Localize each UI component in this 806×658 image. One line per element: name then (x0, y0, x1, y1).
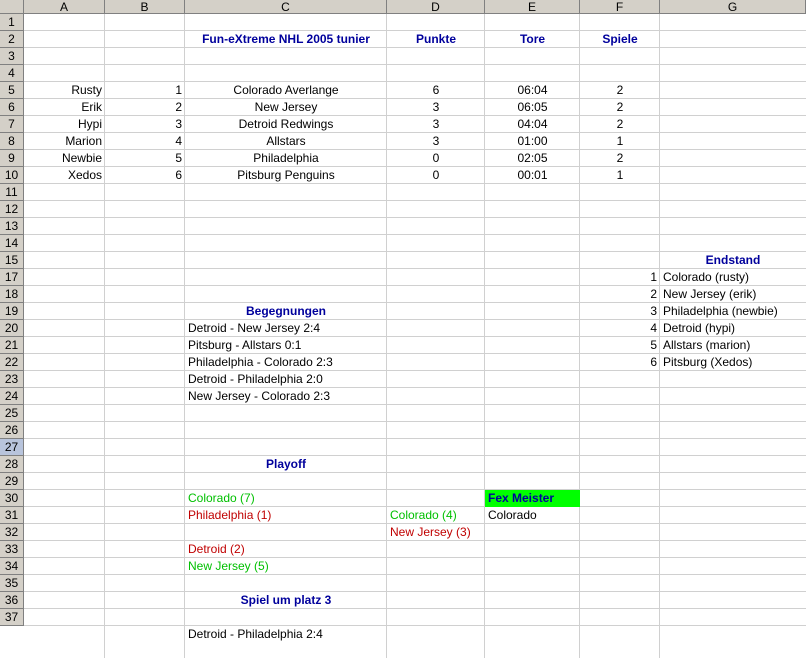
punkte-header: Punkte (415, 32, 456, 46)
row-header-3[interactable]: 3 (0, 48, 24, 65)
endstand-title: Endstand (705, 253, 761, 267)
row-header-33[interactable]: 33 (0, 541, 24, 558)
endstand-rank: 5 (650, 338, 657, 352)
column-header-b[interactable]: B (105, 0, 185, 14)
gridline-row (24, 574, 806, 575)
playoff-title: Playoff (265, 457, 306, 471)
row-header-31[interactable]: 31 (0, 507, 24, 524)
row-header-14[interactable]: 14 (0, 235, 24, 252)
column-header-e[interactable]: E (485, 0, 580, 14)
gridline-row (24, 217, 806, 218)
standing-spiele: 2 (616, 117, 624, 131)
standing-team: Colorado Averlange (233, 83, 339, 97)
standing-rank: 3 (175, 117, 182, 131)
gridline-row (24, 421, 806, 422)
standing-spiele: 2 (616, 83, 624, 97)
gridline-row (24, 387, 806, 388)
playoff-d30: Colorado (4) (390, 508, 457, 522)
gridline-row (24, 625, 806, 626)
row-header-12[interactable]: 12 (0, 201, 24, 218)
standing-spiele: 2 (616, 151, 624, 165)
endstand-team: Colorado (rusty) (663, 270, 750, 284)
standing-player: Marion (65, 134, 102, 148)
row-header-7[interactable]: 7 (0, 116, 24, 133)
gridline-row (24, 234, 806, 235)
gridline-row (24, 455, 806, 456)
standing-punkte: 3 (432, 100, 440, 114)
select-all-corner[interactable] (0, 0, 24, 14)
tournament-title: Fun-eXtreme NHL 2005 tunier (202, 32, 370, 46)
endstand-rank: 3 (650, 304, 657, 318)
standing-tore: 04:04 (517, 117, 548, 131)
column-header-f[interactable]: F (580, 0, 660, 14)
row-header-34[interactable]: 34 (0, 558, 24, 575)
standing-tore: 02:05 (517, 151, 548, 165)
standing-tore: 06:05 (517, 100, 548, 114)
row-header-10[interactable]: 10 (0, 167, 24, 184)
standing-player: Newbie (61, 151, 102, 165)
row-header-2[interactable]: 2 (0, 31, 24, 48)
standing-punkte: 6 (432, 83, 440, 97)
row-header-8[interactable]: 8 (0, 133, 24, 150)
standing-punkte: 3 (432, 117, 440, 131)
endstand-rank: 1 (650, 270, 657, 284)
tore-header: Tore (519, 32, 546, 46)
column-header-g[interactable]: G (660, 0, 806, 14)
gridline-row (24, 608, 806, 609)
row-header-9[interactable]: 9 (0, 150, 24, 167)
standing-team: Detroid Redwings (238, 117, 334, 131)
row-header-18[interactable]: 18 (0, 286, 24, 303)
row-header-35[interactable]: 35 (0, 575, 24, 592)
standing-punkte: 0 (432, 168, 440, 182)
standing-team: New Jersey (254, 100, 318, 114)
standing-tore: 06:04 (517, 83, 548, 97)
standing-rank: 1 (175, 83, 182, 97)
row-header-32[interactable]: 32 (0, 524, 24, 541)
row-header-29[interactable]: 29 (0, 473, 24, 490)
begegnung-item: Pitsburg - Allstars 0:1 (188, 338, 302, 352)
standing-player: Xedos (67, 168, 102, 182)
playoff-c29: Colorado (7) (188, 491, 255, 505)
row-header-21[interactable]: 21 (0, 337, 24, 354)
playoff-c30: Philadelphia (1) (188, 508, 272, 522)
standing-rank: 4 (175, 134, 182, 148)
row-header-5[interactable]: 5 (0, 82, 24, 99)
endstand-team: Allstars (marion) (663, 338, 751, 352)
row-header-37[interactable]: 37 (0, 609, 24, 626)
row-header-30[interactable]: 30 (0, 490, 24, 507)
standing-rank: 6 (175, 168, 182, 182)
row-header-36[interactable]: 36 (0, 592, 24, 609)
standing-player: Rusty (71, 83, 102, 97)
standing-rank: 5 (175, 151, 182, 165)
gridline-row (24, 591, 806, 592)
endstand-rank: 4 (650, 321, 657, 335)
endstand-team: Detroid (hypi) (663, 321, 736, 335)
row-header-23[interactable]: 23 (0, 371, 24, 388)
spiele-header: Spiele (602, 32, 638, 46)
standing-spiele: 2 (616, 100, 624, 114)
gridline-row (24, 472, 806, 473)
row-header-11[interactable]: 11 (0, 184, 24, 201)
gridline-row (24, 64, 806, 65)
standing-team: Allstars (266, 134, 306, 148)
gridline-row (24, 200, 806, 201)
standing-punkte: 0 (432, 151, 440, 165)
gridline-row (24, 438, 806, 439)
row-header-17[interactable]: 17 (0, 269, 24, 286)
playoff-d31: New Jersey (3) (390, 525, 471, 539)
endstand-rank: 2 (650, 287, 657, 301)
row-header-25[interactable]: 25 (0, 405, 24, 422)
playoff-c32: Detroid (2) (188, 542, 245, 556)
gridline-row (24, 489, 806, 490)
row-header-20[interactable]: 20 (0, 320, 24, 337)
standing-tore: 00:01 (517, 168, 548, 182)
row-header-24[interactable]: 24 (0, 388, 24, 405)
standing-team: Philadelphia (253, 151, 319, 165)
begegnung-item: Philadelphia - Colorado 2:3 (188, 355, 333, 369)
row-header-28[interactable]: 28 (0, 456, 24, 473)
gridline-row (24, 404, 806, 405)
column-header-d[interactable]: D (387, 0, 485, 14)
standing-team: Pitsburg Penguins (237, 168, 335, 182)
row-header-27[interactable]: 27 (0, 439, 24, 456)
standing-spiele: 1 (616, 134, 624, 148)
fex-meister-label: Fex Meister (485, 490, 580, 507)
row-header-4[interactable]: 4 (0, 65, 24, 82)
standing-tore: 01:00 (517, 134, 548, 148)
endstand-team: Philadelphia (newbie) (663, 304, 778, 318)
standing-player: Hypi (77, 117, 102, 131)
standing-punkte: 3 (432, 134, 440, 148)
row-header-13[interactable]: 13 (0, 218, 24, 235)
begegnung-item: Detroid - New Jersey 2:4 (188, 321, 321, 335)
column-header-c[interactable]: C (185, 0, 387, 14)
endstand-rank: 6 (650, 355, 657, 369)
column-header-a[interactable]: A (24, 0, 105, 14)
row-header-22[interactable]: 22 (0, 354, 24, 371)
row-header-26[interactable]: 26 (0, 422, 24, 439)
standing-player: Erik (81, 100, 102, 114)
fex-meister-team: Colorado (488, 508, 537, 522)
begegnung-item: Detroid - Philadelphia 2:0 (188, 372, 323, 386)
row-header-15[interactable]: 15 (0, 252, 24, 269)
endstand-team: New Jersey (erik) (663, 287, 757, 301)
row-header-6[interactable]: 6 (0, 99, 24, 116)
playoff-c33: New Jersey (5) (188, 559, 269, 573)
standing-rank: 2 (175, 100, 182, 114)
row-header-1[interactable]: 1 (0, 14, 24, 31)
row-header-19[interactable]: 19 (0, 303, 24, 320)
begegnungen-title: Begegnungen (246, 304, 326, 318)
begegnung-item: New Jersey - Colorado 2:3 (188, 389, 331, 403)
standing-spiele: 1 (616, 168, 624, 182)
endstand-team: Pitsburg (Xedos) (663, 355, 753, 369)
platz3-title: Spiel um platz 3 (240, 593, 332, 607)
platz3-match: Detroid - Philadelphia 2:4 (188, 627, 323, 641)
gridline-row (24, 557, 806, 558)
